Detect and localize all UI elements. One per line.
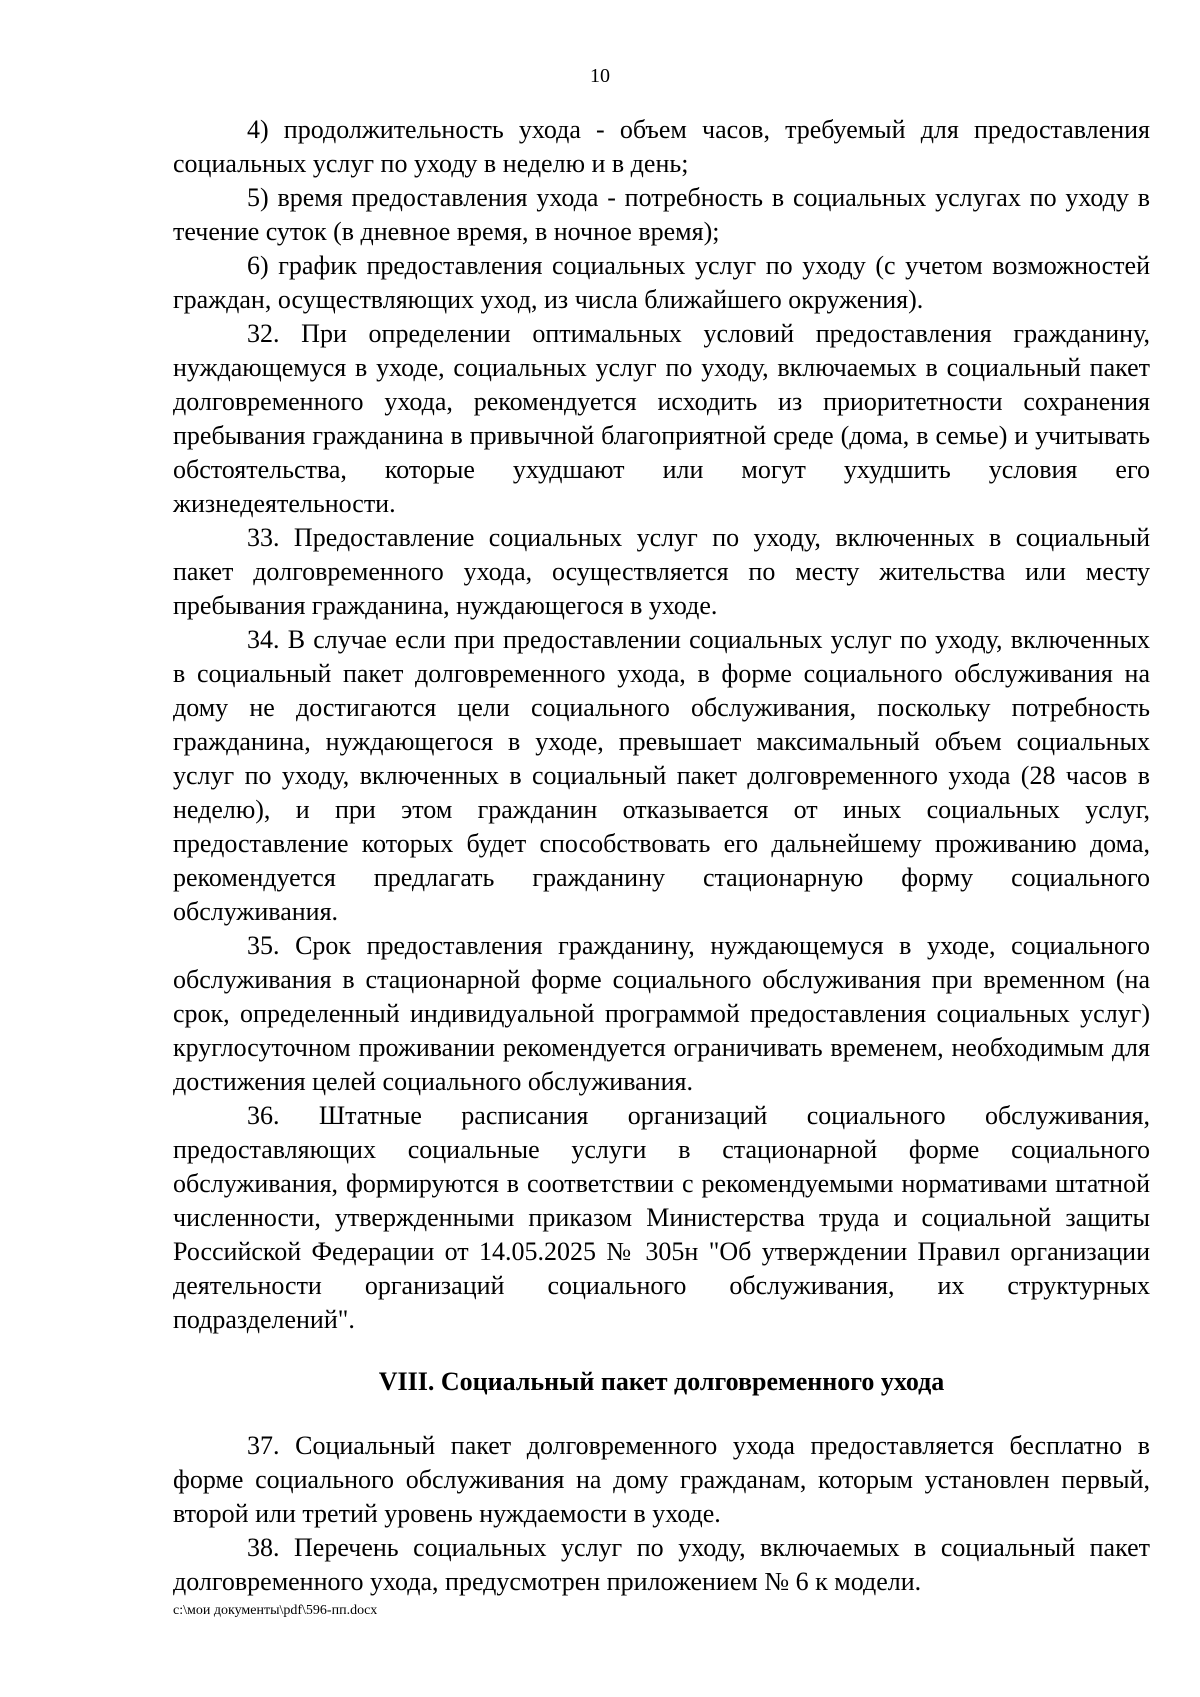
page-number: 10 xyxy=(590,65,610,87)
section-heading: VIII. Социальный пакет долговременного ухода xyxy=(378,1367,945,1396)
footer-file-path: c:\мои документы\pdf\596-пп.docx xyxy=(173,1603,378,1618)
paragraph-35: 35. Срок предоставления гражданину, нуждающемуся в уходе, социального обслуживания в стационарной форме социального обслуживания при временном (на срок, определенный индивидуальной программой предоставления социальных услуг) круглосуточном проживании рекомендуется ограничивать временем, необходимым для достижения целей социального обслуживания. xyxy=(173,931,1150,1096)
paragraph-32: 32. При определении оптимальных условий предоставления гражданину, нуждающемуся в уходе, социальных услуг по уходу, включаемых в социальный пакет долговременного ухода, рекомендуется исходить из приоритетности сохранения пребывания гражданина в привычной благоприятной среде (дома, в семье) и учитывать обстоятельства, которые ухудшают или могут ухудшить условия его жизнедеятельности. xyxy=(173,319,1150,518)
paragraph-38: 38. Перечень социальных услуг по уходу, включаемых в социальный пакет долговременного ухода, предусмотрен приложением № 6 к модели. xyxy=(173,1533,1150,1596)
paragraph-item-5: 5) время предоставления ухода - потребность в социальных услугах по уходу в течение суток (в дневное время, в ночное время); xyxy=(173,183,1150,246)
paragraph-36: 36. Штатные расписания организаций социального обслуживания, предоставляющих социальные услуги в стационарной форме социального обслуживания, формируются в соответствии с рекомендуемыми нормативами штатной численности, утвержденными приказом Министерства труда и социальной защиты Российской Федерации от 14.05.2025 № 305н "Об утверждении Правил организации деятельности организаций социального обслуживания, их структурных подразделений". xyxy=(173,1101,1150,1334)
paragraph-37: 37. Социальный пакет долговременного ухода предоставляется бесплатно в форме социального обслуживания на дому гражданам, которым установлен первый, второй или третий уровень нуждаемости в уходе. xyxy=(173,1431,1150,1528)
paragraph-33: 33. Предоставление социальных услуг по уходу, включенных в социальный пакет долговременного ухода, осуществляется по месту жительства или месту пребывания гражданина, нуждающегося в уходе. xyxy=(173,523,1150,620)
document-body xyxy=(173,113,1150,1599)
paragraph-item-6: 6) график предоставления социальных услуг по уходу (с учетом возможностей граждан, осуществляющих уход, из числа ближайшего окружения). xyxy=(173,251,1150,314)
paragraph-34: 34. В случае если при предоставлении социальных услуг по уходу, включенных в социальный пакет долговременного ухода, в форме социального обслуживания на дому не достигаются цели социального обслуживания, поскольку потребность гражданина, нуждающегося в уходе, превышает максимальный объем социальных услуг по уходу, включенных в социальный пакет долговременного ухода (28 часов в неделю), и при этом гражданин отказывается от иных социальных услуг, предоставление которых будет способствовать его дальнейшему проживанию дома, рекомендуется предлагать гражданину стационарную форму социального обслуживания. xyxy=(173,625,1150,926)
paragraph-item-4: 4) продолжительность ухода - объем часов, требуемый для предоставления социальных услуг по уходу в неделю и в день; xyxy=(173,115,1150,178)
